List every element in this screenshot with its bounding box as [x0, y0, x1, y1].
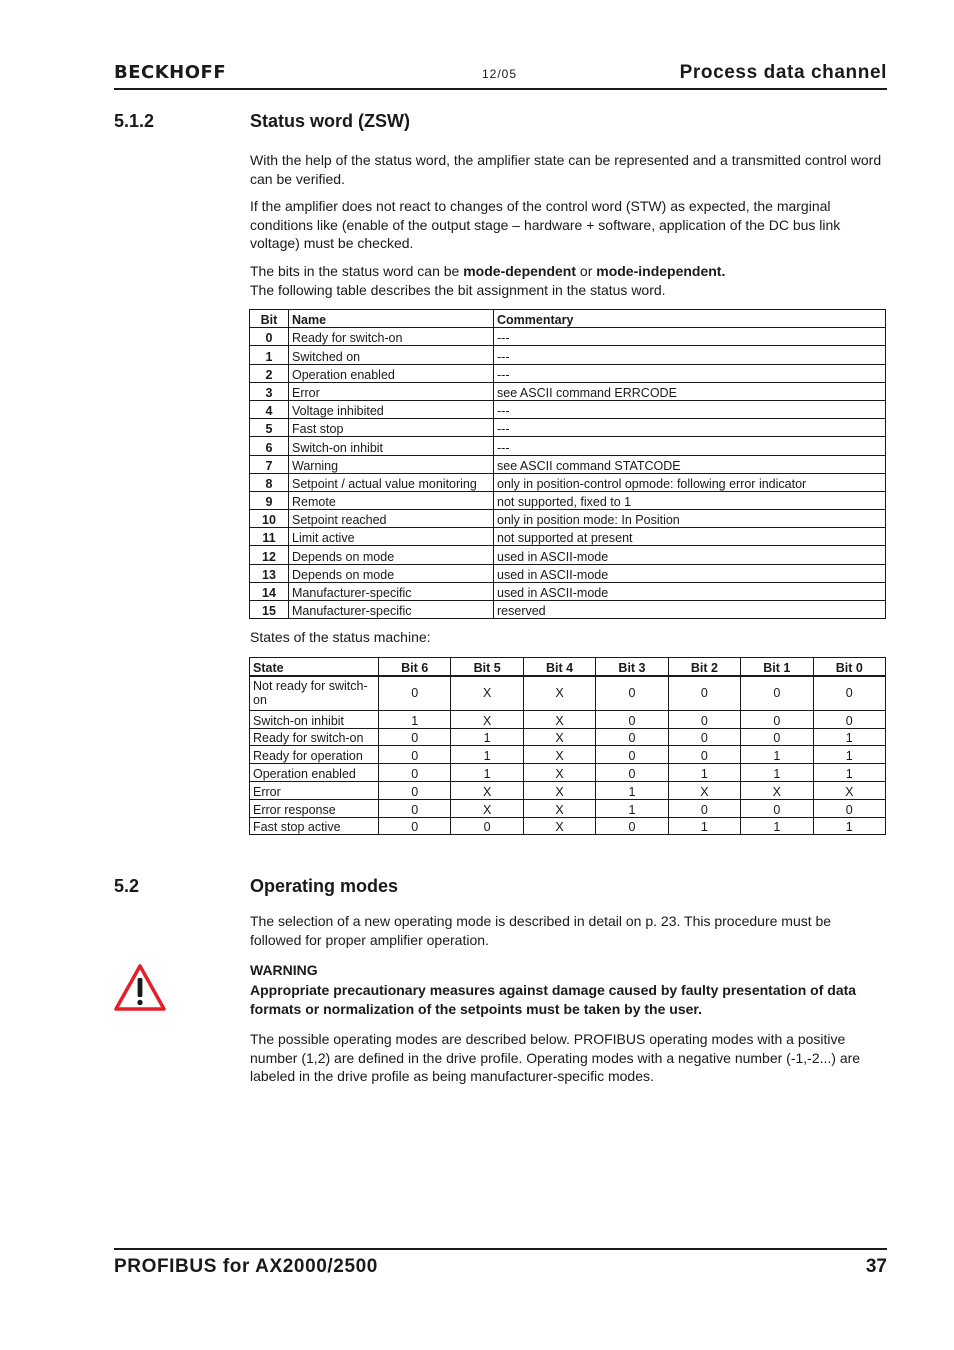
- bit-value-cell: 0: [741, 710, 813, 728]
- bit-value-cell: 1: [813, 728, 885, 746]
- commentary-cell: see ASCII command ERRCODE: [494, 382, 886, 400]
- bit-value-cell: 1: [813, 746, 885, 764]
- bit-value-cell: 0: [596, 710, 668, 728]
- bit-value-cell: 0: [379, 781, 451, 799]
- bit-value-cell: 0: [813, 799, 885, 817]
- bit-value-cell: 1: [668, 764, 740, 782]
- table-row: [250, 799, 886, 817]
- commentary-cell: not supported, fixed to 1: [494, 491, 886, 509]
- bit-number-cell: 2: [250, 364, 289, 382]
- bit-value-cell: 0: [379, 764, 451, 782]
- commentary-cell: reserved: [494, 601, 886, 619]
- state-name-cell: Error response: [250, 799, 379, 817]
- section-title: Operating modes: [250, 876, 399, 896]
- table-row: [250, 546, 886, 564]
- table-row: [250, 746, 886, 764]
- bit-number-cell: 4: [250, 400, 289, 418]
- commentary-cell: ---: [494, 437, 886, 455]
- bit-name-cell: Depends on mode: [289, 546, 494, 564]
- bit-name-cell: Switch-on inhibit: [289, 437, 494, 455]
- paragraph-text: States of the status machine:: [250, 629, 431, 645]
- state-name-cell: Fast stop active: [250, 817, 379, 835]
- chapter-title: Process data channel: [679, 62, 887, 83]
- bit-number-cell: 14: [250, 582, 289, 600]
- bit-value-cell: 0: [379, 817, 451, 835]
- bit-name-cell: Ready for switch-on: [289, 328, 494, 346]
- paragraph-text: [250, 262, 886, 281]
- commentary-cell: not supported at present: [494, 528, 886, 546]
- table-row: [250, 710, 886, 728]
- table-row: [250, 364, 886, 382]
- bit-name-cell: Warning: [289, 455, 494, 473]
- header-date: 12/05: [482, 67, 518, 81]
- column-header: Bit 5: [451, 658, 523, 676]
- warning-title: WARNING: [250, 962, 318, 978]
- bit-name-cell: Switched on: [289, 346, 494, 364]
- bit-number-cell: 9: [250, 491, 289, 509]
- state-name-cell: Switch-on inhibit: [250, 710, 379, 728]
- bit-value-cell: 1: [813, 764, 885, 782]
- commentary-cell: only in position mode: In Position: [494, 510, 886, 528]
- column-header: State: [250, 658, 379, 676]
- column-header: Bit: [250, 310, 289, 328]
- bit-value-cell: 0: [596, 764, 668, 782]
- table-row: [250, 676, 886, 711]
- column-header: Bit 0: [813, 658, 885, 676]
- status-conditions-paragraph: [250, 197, 886, 253]
- bit-value-cell: 0: [596, 817, 668, 835]
- bit-number-cell: 1: [250, 346, 289, 364]
- bit-value-cell: X: [523, 728, 595, 746]
- bit-value-cell: X: [451, 799, 523, 817]
- column-header: Bit 3: [596, 658, 668, 676]
- bit-name-cell: Manufacturer-specific: [289, 582, 494, 600]
- bit-name-cell: Manufacturer-specific: [289, 601, 494, 619]
- column-header: Name: [289, 310, 494, 328]
- table-row: [250, 601, 886, 619]
- column-header: Bit 2: [668, 658, 740, 676]
- commentary-cell: ---: [494, 364, 886, 382]
- text-run: or: [576, 263, 597, 279]
- bit-value-cell: 1: [741, 764, 813, 782]
- commentary-cell: used in ASCII-mode: [494, 564, 886, 582]
- bit-number-cell: 8: [250, 473, 289, 491]
- paragraph-text: With the help of the status word, the amplifier state can be represented and a transmitted control word can be verified.: [250, 152, 882, 187]
- bit-number-cell: 12: [250, 546, 289, 564]
- table-header-row: [250, 310, 886, 328]
- page-number: 37: [865, 1256, 887, 1277]
- table-row: [250, 328, 886, 346]
- bit-value-cell: X: [523, 764, 595, 782]
- status-intro-paragraph: [250, 151, 886, 188]
- bit-value-cell: 0: [813, 710, 885, 728]
- commentary-cell: only in position-control opmode: following error indicator: [494, 473, 886, 491]
- bit-name-cell: Setpoint reached: [289, 510, 494, 528]
- section-number: 5.1.2: [114, 111, 155, 131]
- column-header: Bit 6: [379, 658, 451, 676]
- commentary-cell: ---: [494, 400, 886, 418]
- bit-number-cell: 13: [250, 564, 289, 582]
- paragraph-text: The possible operating modes are described below. PROFIBUS operating modes with a positive number (1,2) are defined in the drive profile. Operating modes with a negative number (-1,-2...) are labeled in the drive profile as being manufacturer-specific modes.: [250, 1031, 861, 1085]
- text-run: The bits in the status word can be: [250, 263, 464, 279]
- bold-term: mode-independent.: [596, 263, 726, 279]
- state-name-cell: Operation enabled: [250, 764, 379, 782]
- table-row: [250, 419, 886, 437]
- bit-name-cell: Setpoint / actual value monitoring: [289, 473, 494, 491]
- commentary-cell: used in ASCII-mode: [494, 582, 886, 600]
- bit-name-cell: Remote: [289, 491, 494, 509]
- bit-number-cell: 7: [250, 455, 289, 473]
- table-row: [250, 437, 886, 455]
- warning-triangle-icon: [113, 963, 167, 1013]
- bit-value-cell: 0: [813, 676, 885, 711]
- table-row: [250, 382, 886, 400]
- bit-value-cell: 0: [596, 676, 668, 711]
- bit-value-cell: 0: [741, 728, 813, 746]
- section-number: 5.2: [114, 876, 140, 896]
- table-row: [250, 455, 886, 473]
- bit-value-cell: X: [523, 799, 595, 817]
- document-title: PROFIBUS for AX2000/2500: [114, 1256, 378, 1277]
- bit-value-cell: 1: [813, 817, 885, 835]
- bit-value-cell: 0: [451, 817, 523, 835]
- commentary-cell: ---: [494, 346, 886, 364]
- bit-number-cell: 10: [250, 510, 289, 528]
- bit-name-cell: Operation enabled: [289, 364, 494, 382]
- bit-value-cell: X: [523, 710, 595, 728]
- bold-term: mode-dependent: [463, 263, 577, 279]
- bit-value-cell: 0: [668, 676, 740, 711]
- bit-number-cell: 0: [250, 328, 289, 346]
- commentary-cell: ---: [494, 328, 886, 346]
- bit-name-cell: Depends on mode: [289, 564, 494, 582]
- bit-value-cell: 0: [668, 799, 740, 817]
- bit-name-cell: Voltage inhibited: [289, 400, 494, 418]
- table-row: [250, 491, 886, 509]
- status-bit-table: [249, 309, 886, 619]
- bit-value-cell: 0: [379, 799, 451, 817]
- bit-number-cell: 15: [250, 601, 289, 619]
- bit-value-cell: 1: [451, 728, 523, 746]
- state-machine-table: [249, 657, 886, 835]
- bit-value-cell: 0: [668, 710, 740, 728]
- modes-description-paragraph: [250, 1030, 886, 1086]
- status-bits-paragraph: [250, 262, 886, 299]
- table-row: [250, 346, 886, 364]
- table-row: [250, 510, 886, 528]
- bit-number-cell: 5: [250, 419, 289, 437]
- bit-value-cell: 1: [668, 817, 740, 835]
- commentary-cell: see ASCII command STATCODE: [494, 455, 886, 473]
- column-header: Bit 4: [523, 658, 595, 676]
- table-row: [250, 728, 886, 746]
- bit-value-cell: X: [523, 817, 595, 835]
- bit-value-cell: X: [523, 746, 595, 764]
- table-row: [250, 473, 886, 491]
- bit-value-cell: 0: [379, 746, 451, 764]
- bit-value-cell: X: [523, 781, 595, 799]
- bit-value-cell: X: [813, 781, 885, 799]
- bit-value-cell: 0: [741, 799, 813, 817]
- beckhoff-logo: BECKHOFF: [114, 62, 227, 83]
- state-name-cell: Ready for operation: [250, 746, 379, 764]
- paragraph-text: If the amplifier does not react to changes of the control word (STW) as expected, the marginal conditions like (enable of the output stage – hardware + software, application of the DC bus link voltage) must be checked.: [250, 198, 841, 252]
- page-header: [114, 62, 887, 90]
- column-header: Bit 1: [741, 658, 813, 676]
- bit-value-cell: 1: [741, 817, 813, 835]
- bit-value-cell: 1: [596, 799, 668, 817]
- state-name-cell: Not ready for switch-on: [250, 676, 379, 711]
- section-title: Status word (ZSW): [250, 111, 410, 131]
- bit-value-cell: X: [451, 710, 523, 728]
- bit-value-cell: X: [668, 781, 740, 799]
- paragraph-text: The selection of a new operating mode is described in detail on p. 23. This procedure must be followed for proper amplifier operation.: [250, 913, 832, 948]
- table-row: [250, 781, 886, 799]
- commentary-cell: ---: [494, 419, 886, 437]
- table-row: [250, 528, 886, 546]
- state-name-cell: Ready for switch-on: [250, 728, 379, 746]
- page-footer: [114, 1248, 887, 1277]
- bit-value-cell: 1: [451, 764, 523, 782]
- table-row: [250, 817, 886, 835]
- bit-value-cell: 0: [741, 676, 813, 711]
- bit-value-cell: 0: [596, 728, 668, 746]
- bit-value-cell: X: [451, 676, 523, 711]
- bit-number-cell: 6: [250, 437, 289, 455]
- bit-name-cell: Limit active: [289, 528, 494, 546]
- table-header-row: [250, 658, 886, 676]
- bit-number-cell: 3: [250, 382, 289, 400]
- table-row: [250, 400, 886, 418]
- bit-value-cell: 1: [741, 746, 813, 764]
- modes-intro-paragraph: [250, 912, 886, 949]
- bit-value-cell: 1: [451, 746, 523, 764]
- states-caption: [250, 628, 886, 647]
- bit-number-cell: 11: [250, 528, 289, 546]
- bit-value-cell: X: [451, 781, 523, 799]
- bit-value-cell: 0: [379, 676, 451, 711]
- paragraph-text: The following table describes the bit assignment in the status word.: [250, 281, 666, 298]
- bit-value-cell: 0: [379, 728, 451, 746]
- table-row: [250, 564, 886, 582]
- state-name-cell: Error: [250, 781, 379, 799]
- table-row: [250, 582, 886, 600]
- commentary-cell: used in ASCII-mode: [494, 546, 886, 564]
- table-row: [250, 764, 886, 782]
- warning-text: Appropriate precautionary measures against damage caused by faulty presentation of data formats or normalization of the setpoints must be taken by the user.: [250, 982, 857, 1017]
- bit-value-cell: 1: [379, 710, 451, 728]
- column-header: Commentary: [494, 310, 886, 328]
- bit-value-cell: 1: [596, 781, 668, 799]
- bit-value-cell: 0: [668, 746, 740, 764]
- bit-value-cell: X: [523, 676, 595, 711]
- bit-value-cell: 0: [668, 728, 740, 746]
- bit-name-cell: Error: [289, 382, 494, 400]
- bit-name-cell: Fast stop: [289, 419, 494, 437]
- bit-value-cell: X: [741, 781, 813, 799]
- bit-value-cell: 0: [596, 746, 668, 764]
